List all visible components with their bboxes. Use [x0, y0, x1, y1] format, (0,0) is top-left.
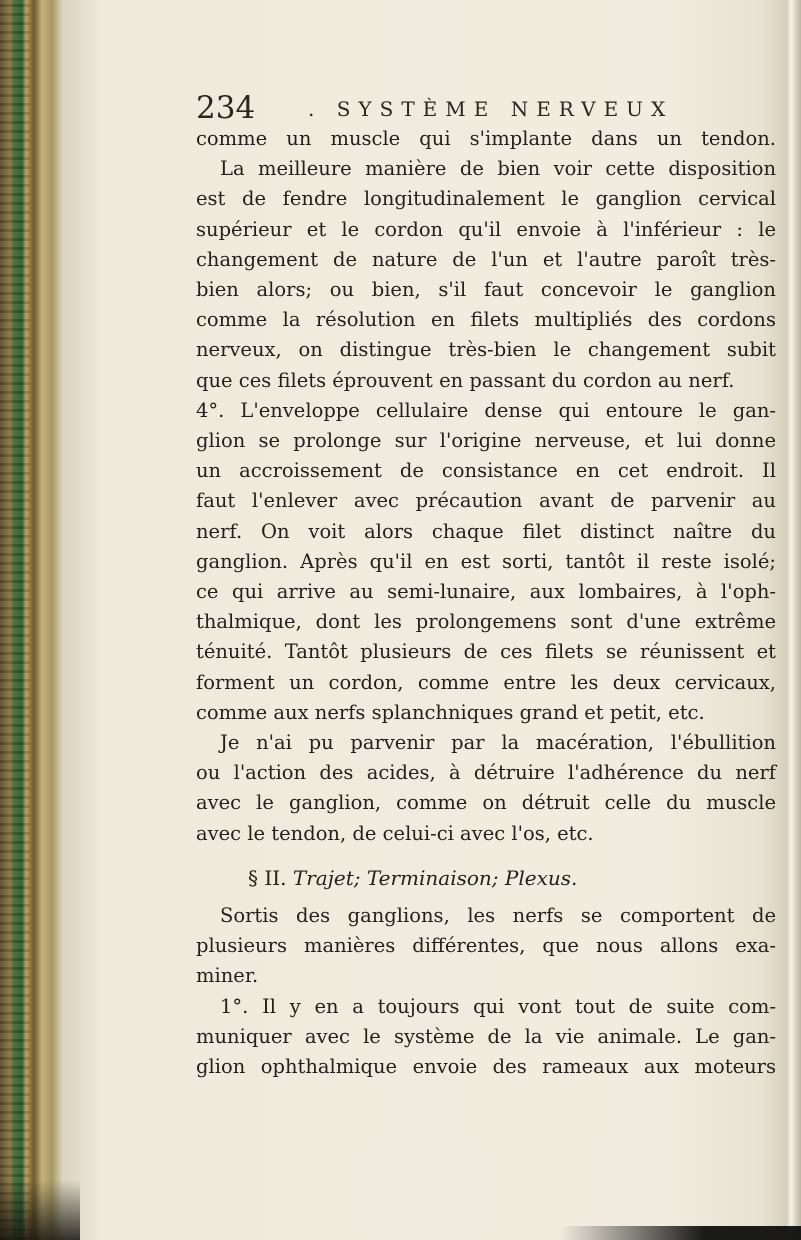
text-line: Sortis des ganglions, les nerfs se comportent de [220, 904, 776, 928]
paragraph [196, 728, 776, 849]
section-title-text: Trajet; Terminaison; Plexus. [292, 865, 578, 890]
text-line: ou l'action des acides, à détruire l'adhérence du nerf [196, 761, 776, 785]
text-line: bien alors; ou bien, s'il faut concevoir le ganglion [196, 278, 776, 302]
text-line: muniquer avec le système de la vie animale. Le gan- [196, 1024, 776, 1048]
text-line: La meilleure manière de bien voir cette disposition [220, 157, 776, 181]
text-line: 4°. L'enveloppe cellulaire dense qui entoure le gan- [196, 398, 776, 422]
running-title: . SYSTÈME NERVEUX [308, 97, 674, 121]
text-line: plusieurs manières différentes, que nous allons exa- [196, 934, 776, 958]
paragraph [196, 124, 776, 396]
text-line: nerf. On voit alors chaque filet distinct naître du [196, 519, 776, 543]
paragraph [196, 396, 776, 728]
text-line: nerveux, on distingue très-bien le changement subit [196, 338, 776, 362]
section-heading [196, 863, 776, 893]
text-line: ce qui arrive au semi-lunaire, aux lombaires, à l'oph- [196, 580, 776, 604]
page-number: 234 [196, 90, 256, 126]
text-line: comme aux nerfs splanchniques grand et petit, etc. [196, 700, 705, 724]
text-line: est de fendre longitudinalement le ganglion cervical [196, 187, 776, 211]
text-line: ténuité. Tantôt plusieurs de ces filets se réunissent et [196, 640, 776, 664]
text-line: ganglion. Après qu'il en est sorti, tantôt il reste isolé; [196, 549, 776, 573]
page-bottom-shadow [560, 1226, 801, 1240]
text-line: 1°. Il y en a toujours qui vont tout de suite com- [220, 994, 776, 1018]
text-line: comme la résolution en filets multipliés des cordons [196, 308, 776, 332]
text-line: avec le ganglion, comme on détruit celle du muscle [196, 791, 776, 815]
text-line: que ces filets éprouvent en passant du cordon au nerf. [196, 368, 735, 392]
text-line: forment un cordon, comme entre les deux cervicaux, [196, 670, 776, 694]
text-line: glion ophthalmique envoie des rameaux aux moteurs [196, 1055, 776, 1079]
section-label: § II. [248, 865, 287, 890]
spine-binding-texture [0, 0, 30, 1240]
text-line: faut l'enlever avec précaution avant de parvenir au [196, 489, 776, 513]
paragraph [196, 992, 776, 1083]
body-text [196, 124, 776, 1082]
text-line: glion se prolonge sur l'origine nerveuse, et lui donne [196, 429, 776, 453]
text-line: avec le tendon, de celui-ci avec l'os, etc. [196, 821, 594, 845]
page-edge [786, 0, 801, 1240]
text-line: comme un muscle qui s'implante dans un tendon. [196, 127, 776, 150]
text-line: miner. [196, 964, 259, 988]
paragraph [196, 901, 776, 992]
text-line: supérieur et le cordon qu'il envoie à l'inférieur : le [196, 217, 776, 241]
spine-shadow [0, 1180, 80, 1240]
text-line: thalmique, dont les prolongemens sont d'une extrême [196, 610, 776, 634]
text-line: changement de nature de l'un et l'autre paroît très- [196, 247, 776, 271]
page-header [196, 88, 776, 128]
text-line: un accroissement de consistance en cet endroit. Il [196, 459, 776, 483]
text-line: Je n'ai pu parvenir par la macération, l'ébullition [220, 731, 776, 755]
